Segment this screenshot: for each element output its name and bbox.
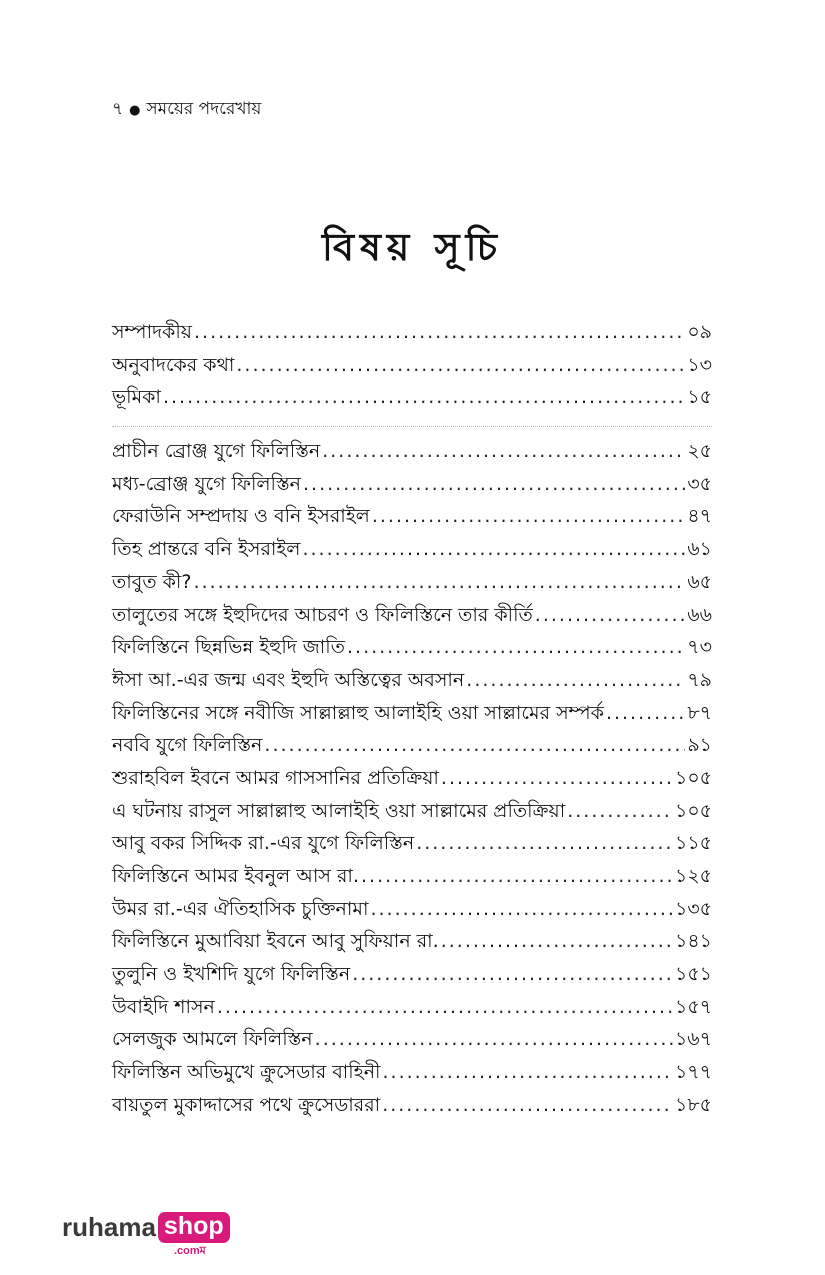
toc-entry-title: ফিলিস্তিনের সঙ্গে নবীজি সাল্লাল্লাহু আলাইহি ওয়া সাল্লামের সম্পর্ক: [112, 701, 604, 724]
toc-entry: [112, 1058, 712, 1091]
toc-entry-title: আবু বকর সিদ্দিক রা.-এর যুগে ফিলিস্তিন: [112, 832, 415, 855]
toc-entry-page: ৯১: [687, 734, 712, 757]
toc-entry: [112, 318, 712, 351]
logo-text-dotcom: .comম: [174, 1245, 206, 1257]
header-bullet: ●: [129, 102, 141, 118]
toc-entry-title: শুরাহবিল ইবনে আমর গাসসানির প্রতিক্রিয়া: [112, 766, 439, 789]
toc-entry-page: ৬১: [687, 538, 712, 561]
toc-dot-leader: [416, 832, 673, 854]
toc-dot-leader: [194, 321, 685, 343]
toc-entry: [112, 699, 712, 732]
toc-entry: [112, 470, 712, 503]
toc-entry-page: ০৯: [687, 321, 712, 343]
toc-dot-leader: [382, 1094, 673, 1116]
toc-entry: [112, 895, 712, 928]
toc-entry: [112, 383, 712, 416]
toc-dot-leader: [217, 996, 673, 1018]
toc-entry-page: ১০৫: [674, 799, 712, 822]
header-book-title: সময়ের পদরেখায়: [146, 99, 262, 119]
toc-entry-page: ১৩৫: [674, 897, 712, 920]
toc-entry-title: উমর রা.-এর ঐতিহাসিক চুক্তিনামা: [112, 897, 369, 920]
toc-entry-page: ১৪১: [675, 930, 712, 953]
toc-entry-title: উবাইদি শাসন: [112, 995, 215, 1018]
toc-dot-leader: [372, 505, 685, 527]
toc-entry: [112, 502, 712, 535]
toc-entry-page: ৬৫: [687, 570, 712, 593]
toc-entry: [112, 351, 712, 384]
toc-entry: [112, 535, 712, 568]
toc-entry: [112, 764, 712, 797]
toc-entry-page: ৭৯: [687, 668, 712, 691]
toc-entry: [112, 1025, 712, 1058]
toc-entry-page: ১০৫: [674, 766, 712, 789]
toc-entry-title: অনুবাদকের কথা: [112, 353, 235, 376]
toc-entry: [112, 993, 712, 1026]
toc-entry-title: তিহ প্রান্তরে বনি ইসরাইল: [112, 538, 301, 561]
toc-entry: [112, 960, 712, 993]
toc-entry-page: ৬৬: [687, 603, 712, 626]
toc-entry-title: সম্পাদকীয়: [112, 321, 192, 343]
ruhamashop-logo: [62, 1212, 230, 1257]
toc-dot-leader: [382, 1061, 672, 1083]
toc-dot-leader: [347, 636, 685, 658]
toc-entry-title: ফিলিস্তিনে আমর ইবনুল আস রা.: [112, 865, 359, 887]
toc-entry-title: তুলুনি ও ইখশিদি যুগে ফিলিস্তিন: [112, 963, 351, 986]
toc-entry-page: ৭৩: [687, 636, 712, 659]
toc-dot-leader: [302, 538, 685, 560]
toc-entry-page: ১৬৭: [674, 1028, 712, 1051]
toc-dot-leader: [466, 669, 685, 691]
toc-entry-page: ১৫: [687, 386, 712, 409]
toc-entry-title: তাবুত কী?: [112, 570, 192, 593]
toc-entry: [112, 568, 712, 601]
toc-entry-title: ফেরাউনি সম্প্রদায় ও বনি ইসরাইল: [112, 505, 370, 528]
toc-entry-page: ১৩: [687, 353, 712, 376]
toc-dot-leader: [441, 767, 673, 789]
toc-entry-title: ঈসা আ.-এর জন্ম এবং ইহুদি অস্তিত্বের অবসান: [112, 668, 465, 691]
toc-entry-title: প্রাচীন ব্রোঞ্জ যুগে ফিলিস্তিন: [112, 440, 321, 463]
toc-entry-page: ৮৭: [687, 701, 712, 724]
toc-entry-page: ১১৫: [675, 832, 712, 855]
running-header: [112, 96, 261, 124]
toc-entry-title: বায়তুল মুকাদ্দাসের পথে ক্রুসেডাররা: [112, 1093, 381, 1116]
toc-entry-page: ১৫৭: [674, 995, 712, 1018]
page-title: বিষয় সূচি: [321, 225, 504, 269]
toc-entry-page: ৩৫: [687, 472, 712, 495]
logo-text-ruhama: ruhama: [62, 1212, 156, 1242]
toc-entry: [112, 1091, 712, 1124]
toc-entry-title: সেলজুক আমলে ফিলিস্তিন: [112, 1028, 313, 1051]
toc-entry-title: এ ঘটনায় রাসুল সাল্লাল্লাহু আলাইহি ওয়া সাল্লামের প্রতিক্রিয়া: [112, 799, 566, 822]
table-of-contents: [112, 318, 712, 1124]
toc-entry: [112, 927, 712, 960]
toc-entry-page: ১২৫: [674, 865, 712, 887]
toc-dot-leader: [441, 930, 673, 952]
toc-entry: [112, 862, 712, 895]
toc-dot-leader: [315, 1028, 673, 1050]
toc-dot-leader: [567, 800, 673, 822]
toc-dot-leader: [361, 865, 673, 887]
toc-entry-title: নববি যুগে ফিলিস্তিন: [112, 734, 263, 757]
toc-front-matter: [112, 318, 712, 416]
toc-entry-title: ভূমিকা: [112, 386, 161, 409]
toc-dot-leader: [236, 354, 685, 376]
toc-entry-page: ১৫১: [675, 963, 712, 986]
toc-dot-leader: [322, 440, 685, 462]
toc-entry-title: তালুতের সঙ্গে ইহুদিদের আচরণ ও ফিলিস্তিনে তার কীর্তি: [112, 603, 533, 626]
toc-dot-leader: [370, 898, 673, 920]
toc-dot-leader: [264, 734, 685, 756]
toc-entry: [112, 829, 712, 862]
toc-dot-leader: [163, 386, 685, 408]
toc-entry: [112, 797, 712, 830]
toc-entry-title: ফিলিস্তিন অভিমুখে ক্রুসেডার বাহিনী: [112, 1061, 381, 1084]
toc-dot-leader: [606, 702, 685, 724]
toc-entry-title: ফিলিস্তিনে মুআবিয়া ইবনে আবু সুফিয়ান রা.: [112, 930, 439, 953]
toc-entry-title: ফিলিস্তিনে ছিন্নভিন্ন ইহুদি জাতি: [112, 636, 345, 659]
toc-entry: [112, 601, 712, 634]
toc-entry-page: ১৭৭: [674, 1061, 712, 1084]
logo-text-shop: shop: [158, 1212, 230, 1243]
toc-dot-leader: [193, 571, 685, 593]
toc-entry: [112, 633, 712, 666]
toc-entry-page: ১৮৫: [675, 1093, 712, 1116]
toc-entry: [112, 666, 712, 699]
toc-entry: [112, 437, 712, 470]
toc-chapters: [112, 437, 712, 1123]
toc-dot-leader: [352, 963, 673, 985]
header-page-number: ৭: [112, 99, 124, 119]
toc-divider: [112, 426, 712, 427]
toc-dot-leader: [303, 473, 685, 495]
toc-entry-title: মধ্য-ব্রোঞ্জ যুগে ফিলিস্তিন: [112, 472, 301, 495]
toc-entry: [112, 731, 712, 764]
toc-dot-leader: [535, 604, 685, 626]
toc-entry-page: ২৫: [687, 440, 712, 463]
toc-entry-page: ৪৭: [687, 505, 712, 528]
